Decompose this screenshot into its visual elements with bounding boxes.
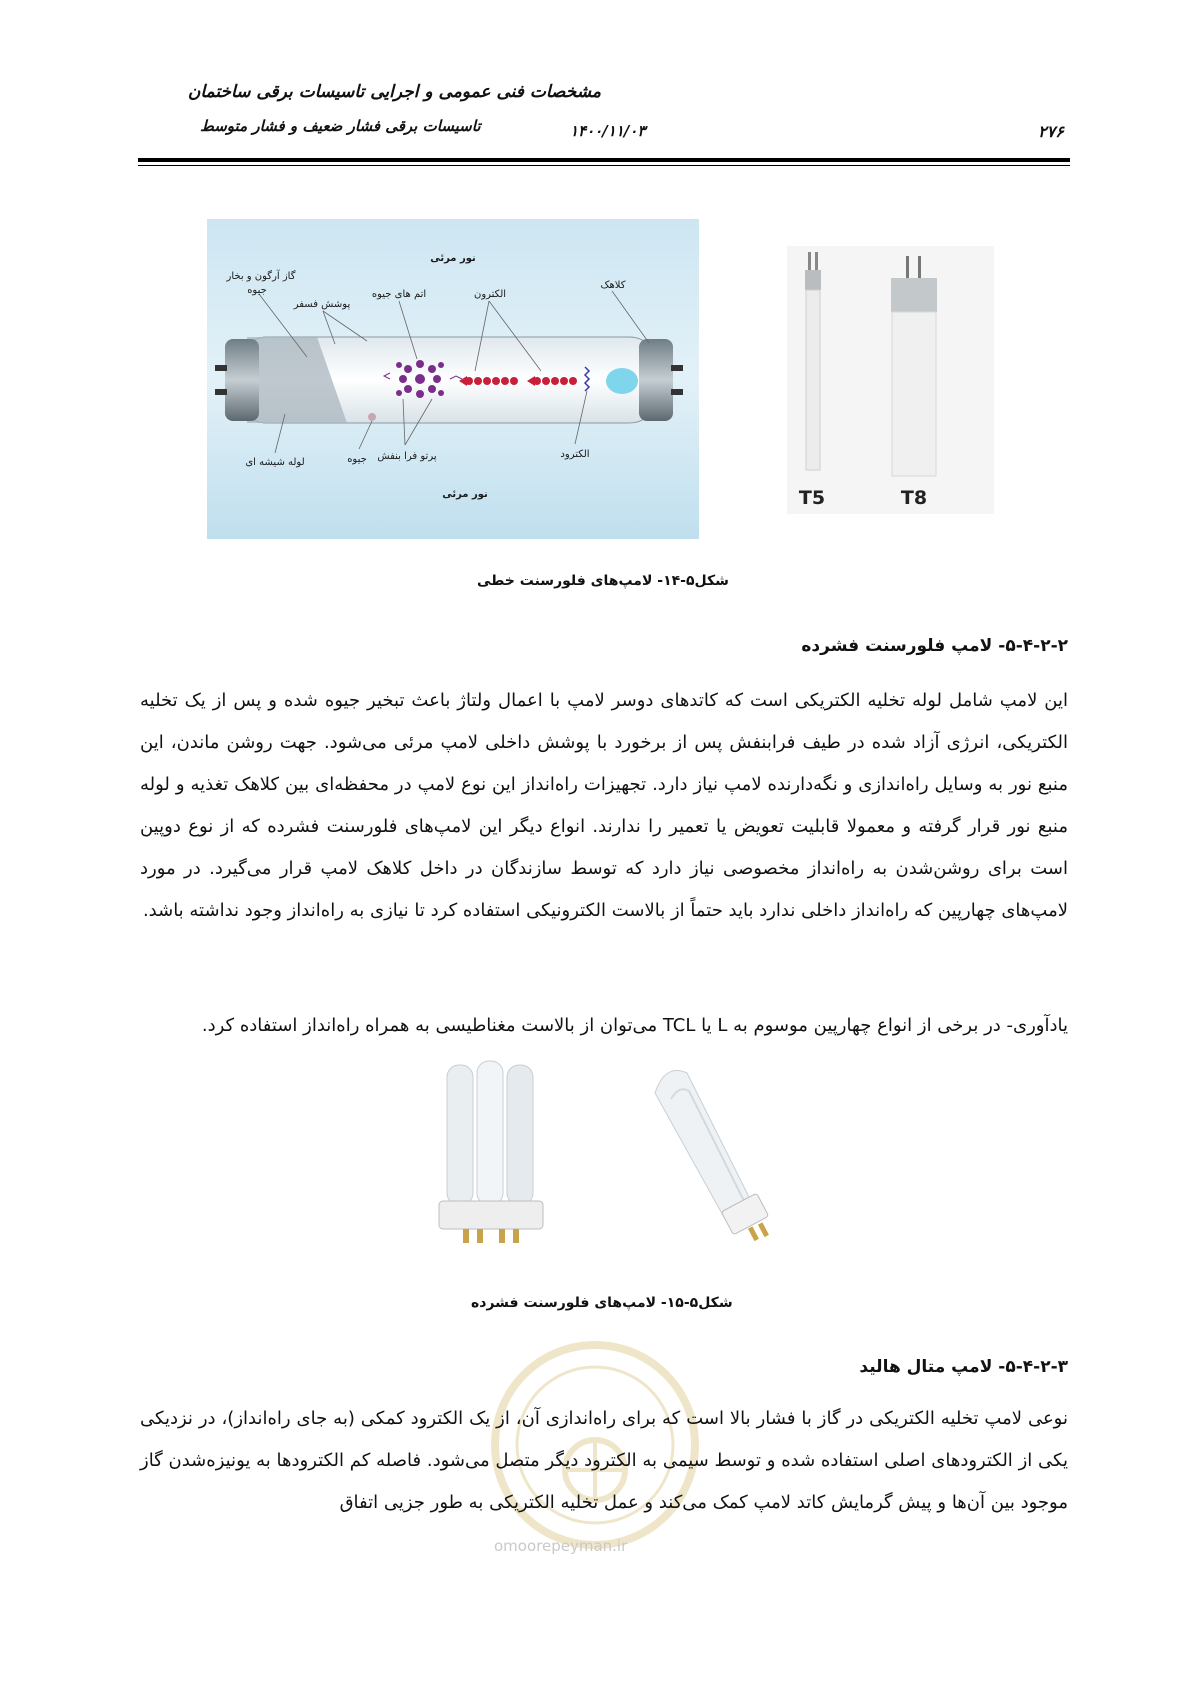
compact-fluorescent-triple-tube-photo: [405, 1055, 580, 1260]
label-argon-gas-2: جیوه: [247, 285, 267, 296]
document-date: ۱۴۰۰/۱۱/۰۳: [570, 122, 646, 140]
t5-t8-tubes-photo: [787, 246, 994, 514]
section-2-paragraph: نوعی لامپ تخلیه الکتریکی در گاز با فشار بالا است که برای راه‌اندازی آن، از یک الکترود کمکی (به جای راه‌انداز)، در نزدیکی یکی از الکترودهای اصلی استفاده شده و توسط سیمی به الکترود دیگر متصل می‌شود. فاصله کم الکترودها به یونیزه‌شدن گاز موجود بین آن‌ها و پیش گرمایش کاتد لامپ کمک می‌کند و عمل تخلیه الکتریکی به طور جزیی اتفاق: [140, 1408, 1068, 1513]
label-argon-gas: گاز آرگون و بخار: [226, 271, 296, 282]
document-title: مشخصات فنی عمومی و اجرایی تاسیسات برقی ساختمان: [187, 82, 601, 102]
section-heading-compact-fluorescent: ۵-۴-۲-۲- لامپ فلورسنت فشرده: [801, 636, 1068, 656]
fluorescent-tube-diagram: [207, 219, 699, 539]
label-phosphor-coating: پوشش فسفر: [293, 299, 351, 310]
section-1-paragraph: این لامپ شامل لوله تخلیه الکتریکی است که کاتدهای دوسر لامپ با اعمال ولتاژ باعث تبخیر جیوه شده و پس از یک تخلیه الکتریکی، انرژی آزاد شده در طیف فرابنفش پس از برخورد با پوشش داخلی لامپ مرئی می‌شود. جهت روشن ماندن، این منبع نور به وسایل راه‌اندازی و نگه‌دارنده لامپ نیاز دارد. تجهیزات راه‌انداز این نوع لامپ در محفظه‌ای بین کلاهک تغذیه و لوله منبع نور قرار گرفته و معمولا قابلیت تعویض یا تعمیر را ندارند. انواع دیگر این لامپ‌های فلورسنت فشرده که از نوع دوپین است برای روشن‌شدن به راه‌انداز مخصوصی نیاز دارد که توسط سازندگان در داخل کلاهک لامپ قرار می‌گیرد. در مورد لامپ‌های چهارپین که راه‌انداز داخلی ندارد باید حتماً از بالاست الکترونیکی استفاده کرد تا نیازی به راه‌انداز وجود نداشته باشد.: [140, 690, 1068, 921]
figure-14-caption: شکل۵-۱۴- لامپ‌های فلورسنت خطی: [477, 573, 729, 589]
label-visible-light-bottom: نور مرئی: [442, 489, 488, 500]
section-heading-metal-halide: ۵-۴-۲-۳- لامپ متال هالید: [859, 1357, 1068, 1377]
label-uv-radiation: پرتو فرا بنفش: [377, 451, 437, 462]
label-mercury-atoms: اتم های جیوه: [371, 289, 427, 300]
page-number: ۲۷۶: [1038, 122, 1064, 141]
document-subtitle: تاسیسات برقی فشار ضعیف و فشار متوسط: [200, 117, 481, 135]
label-end-cap: کلاهک: [600, 280, 626, 291]
watermark-url: omoorepeyman.ir: [494, 1537, 628, 1555]
figure-15-caption: شکل۵-۱۵- لامپ‌های فلورسنت فشرده: [471, 1295, 733, 1311]
header-rule-thick: [138, 158, 1070, 162]
label-t8: T8: [900, 487, 928, 509]
note-paragraph: یادآوری- در برخی از انواع چهارپین موسوم به L یا TCL می‌توان از بالاست مغناطیسی به همراه راه‌انداز استفاده کرد.: [201, 1015, 1068, 1036]
label-t5: T5: [798, 487, 826, 509]
label-electrode: الکترود: [560, 449, 590, 460]
label-mercury: جیوه: [347, 454, 367, 465]
label-glass-tube: لوله شیشه ای: [245, 457, 305, 468]
label-visible-light-top: نور مرئی: [430, 253, 476, 264]
header-rule-thin: [138, 165, 1070, 166]
compact-fluorescent-u-tube-photo: [625, 1055, 800, 1260]
label-electron: الکترون: [473, 289, 507, 300]
